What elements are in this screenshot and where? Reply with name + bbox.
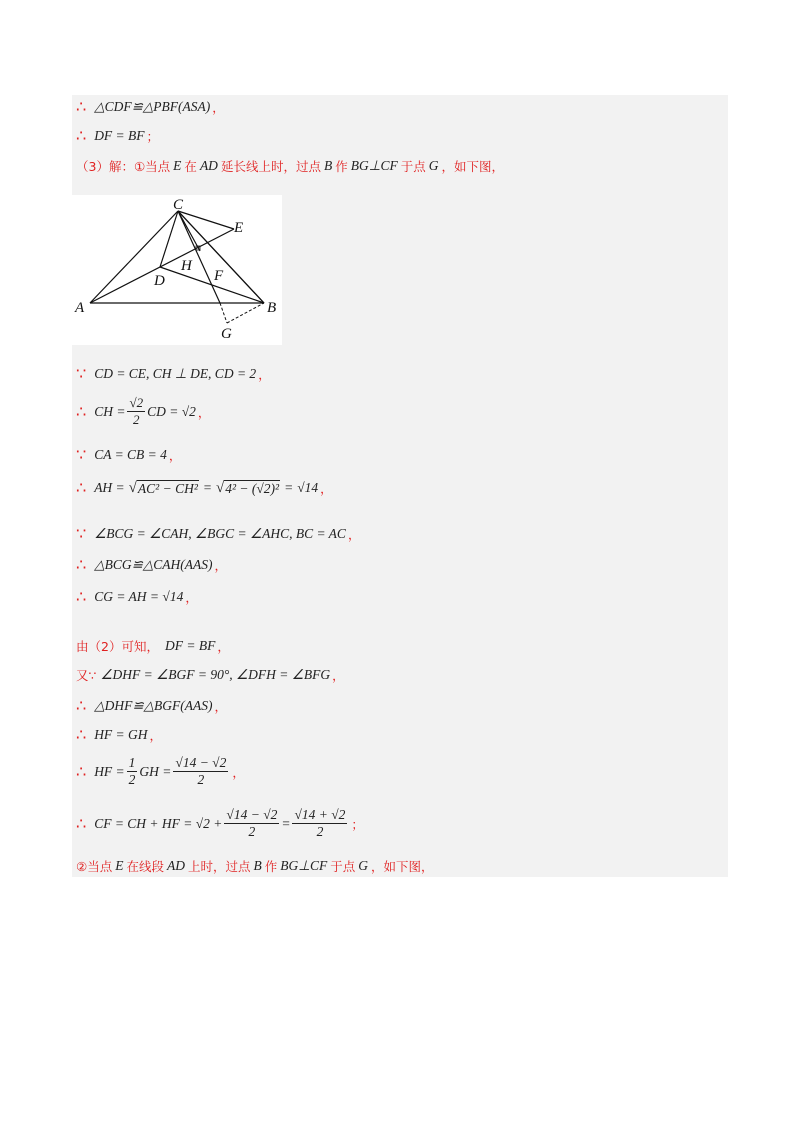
label-g: G	[221, 326, 232, 342]
fraction	[224, 807, 279, 840]
line-congruence-3	[76, 696, 227, 715]
line-df-eq-bf	[76, 126, 159, 145]
label-e: E	[234, 220, 244, 236]
math-lhs: HF =	[94, 763, 125, 779]
fraction-numerator: √14 − √2	[175, 755, 227, 770]
math-perpendicular: BG⊥CF	[350, 158, 398, 173]
math-expression: DF = BF	[164, 638, 216, 653]
line-cf-value	[76, 807, 364, 840]
because-symbol: ∵	[76, 524, 87, 543]
radicand: 4² − (√2)²	[225, 480, 280, 496]
punctuation: ，	[197, 404, 211, 420]
part-label: ②当点	[76, 859, 113, 874]
math-lhs: AH =	[94, 479, 125, 495]
fraction-denominator: 2	[133, 412, 140, 427]
line-congruence-2	[76, 555, 227, 574]
fraction	[127, 395, 145, 428]
fraction	[127, 755, 138, 788]
line-right-angles	[76, 666, 345, 684]
text: 上时，过点	[187, 859, 251, 874]
math-point: B	[253, 858, 262, 873]
text: 作	[264, 859, 278, 874]
because-symbol: ∵	[76, 445, 87, 464]
punctuation: ，	[258, 366, 271, 382]
segment-ae	[90, 229, 234, 303]
math-segment: AD	[166, 858, 185, 873]
math-point: G	[358, 858, 369, 873]
punctuation: ，	[320, 480, 333, 496]
fraction-numerator: √2	[129, 395, 144, 410]
punctuation: ，	[149, 727, 163, 743]
text: ，如下图，	[441, 159, 505, 174]
segment-ac	[90, 211, 178, 303]
fraction-denominator: 2	[128, 772, 136, 787]
line-ch-value	[76, 395, 210, 428]
sqrt-expression: √ AC² − CH²	[128, 479, 198, 496]
math-segment: AD	[199, 158, 218, 173]
line-from-part2	[76, 637, 230, 655]
math-expression: ∠DHF = ∠BGF = 90°, ∠DFH = ∠BFG	[100, 667, 331, 682]
math-expression: ∠BCG = ∠CAH, ∠BGC = ∠AHC, BC = AC	[94, 525, 346, 541]
math-middle: GH =	[139, 763, 172, 779]
therefore-symbol: ∴	[76, 762, 87, 781]
therefore-symbol: ∴	[76, 97, 87, 116]
geometry-figure	[72, 195, 282, 345]
math-expression: CG = AH = √14	[94, 588, 184, 604]
therefore-symbol: ∴	[76, 478, 87, 497]
label-b: B	[267, 300, 277, 316]
fraction-denominator: 2	[248, 824, 256, 839]
equals: =	[284, 479, 294, 495]
line-case2-heading	[76, 857, 434, 875]
math-point: B	[323, 158, 333, 173]
punctuation: ；	[351, 816, 364, 832]
punctuation: ，	[214, 698, 227, 714]
line-ah-value	[76, 478, 333, 497]
punctuation: ，	[168, 447, 182, 463]
fraction	[173, 755, 228, 788]
fraction-numerator: 1	[128, 755, 136, 770]
text: 于点	[400, 159, 426, 174]
label-a: A	[75, 300, 85, 316]
punctuation: ，	[332, 668, 345, 683]
text-prefix: 由（2）可知，	[76, 639, 159, 654]
line-part3-heading	[76, 157, 504, 175]
therefore-symbol: ∴	[76, 126, 87, 145]
line-congruence-1	[76, 97, 225, 116]
triangle-diagram	[72, 195, 282, 345]
math-expression: △CDF≌△PBF(ASA)	[94, 98, 211, 114]
text-prefix: 又∵	[76, 668, 97, 683]
fraction-numerator: √14 − √2	[226, 807, 278, 822]
math-point: E	[115, 858, 124, 873]
math-lhs: CH =	[94, 403, 126, 419]
text: 于点	[330, 859, 356, 874]
punctuation: ，	[217, 639, 230, 654]
math-perpendicular: BG⊥CF	[280, 858, 328, 873]
math-expression: △BCG≌△CAH(AAS)	[94, 556, 213, 572]
text: 在线段	[126, 859, 164, 874]
label-c: C	[173, 197, 184, 213]
line-cg-value	[76, 587, 198, 606]
math-lhs: CF = CH + HF = √2 +	[94, 815, 223, 831]
fraction	[292, 807, 347, 840]
punctuation: ，	[232, 764, 245, 780]
math-expression: DF = BF	[94, 127, 145, 143]
math-point: G	[428, 158, 439, 173]
math-expression: △DHF≌△BGF(AAS)	[94, 697, 213, 713]
fraction-numerator: √14 + √2	[294, 807, 346, 822]
part-label: （3）解：①当点	[76, 159, 171, 174]
text: ，如下图，	[371, 859, 434, 874]
text: 作	[335, 159, 348, 174]
math-expression: CD = CE, CH ⊥ DE, CD = 2	[94, 365, 257, 381]
math-expression: CA = CB = 4	[94, 446, 167, 462]
math-point: E	[173, 158, 182, 173]
line-hf-value	[76, 755, 245, 788]
therefore-symbol: ∴	[76, 814, 87, 833]
solution-content	[72, 95, 728, 877]
punctuation: ，	[347, 526, 361, 542]
therefore-symbol: ∴	[76, 587, 87, 606]
line-angle-relations	[76, 524, 360, 543]
fraction-denominator: 2	[197, 772, 205, 787]
fraction-denominator: 2	[316, 824, 324, 839]
sqrt-expression: √ 4² − (√2)²	[216, 479, 280, 496]
equals: =	[281, 815, 291, 831]
line-cd-ce	[76, 364, 271, 383]
equals: =	[202, 479, 212, 495]
radicand: AC² − CH²	[137, 480, 198, 496]
label-h: H	[181, 258, 192, 274]
therefore-symbol: ∴	[76, 696, 87, 715]
punctuation: ；	[146, 128, 160, 144]
text: 延长线上时，过点	[220, 159, 321, 174]
segment-fg-dashed	[220, 303, 227, 323]
because-symbol: ∵	[76, 364, 87, 383]
therefore-symbol: ∴	[76, 725, 87, 744]
label-d: D	[154, 273, 165, 289]
punctuation: ，	[214, 557, 228, 573]
text: 在	[184, 159, 197, 174]
punctuation: ，	[212, 99, 225, 115]
line-ca-cb	[76, 445, 181, 464]
segment-gb-dashed	[227, 303, 264, 323]
label-f: F	[214, 268, 224, 284]
math-result: √14	[297, 479, 319, 495]
therefore-symbol: ∴	[76, 555, 87, 574]
punctuation: ，	[185, 589, 198, 605]
math-expression: HF = GH	[94, 726, 148, 742]
line-hf-gh	[76, 725, 162, 744]
therefore-symbol: ∴	[76, 402, 87, 421]
math-rhs: CD = √2	[147, 403, 196, 419]
segment-cf	[178, 211, 220, 303]
